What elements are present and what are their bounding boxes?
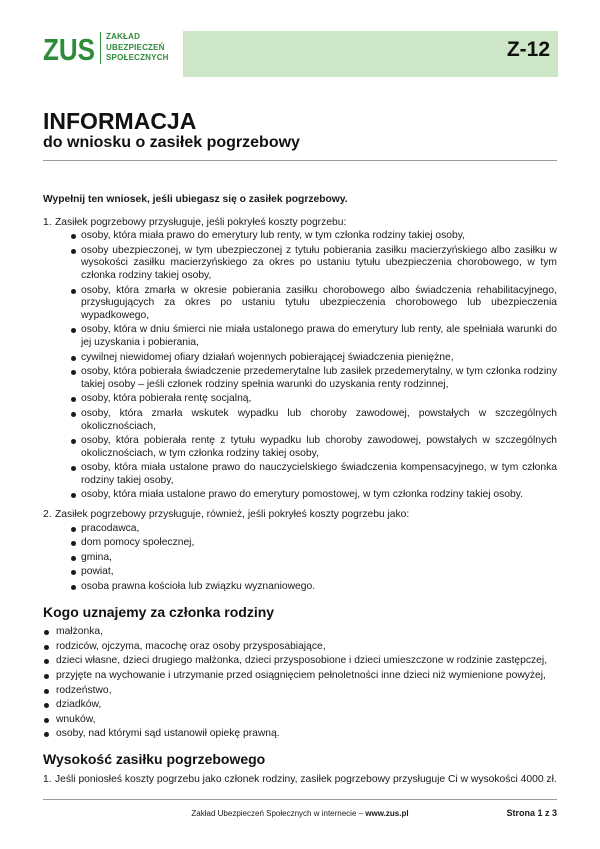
section-heading-amount: Wysokość zasiłku pogrzebowego — [43, 750, 266, 767]
list-item: osoba prawna kościoła lub związku wyznaniowego. — [55, 581, 557, 594]
logo-line: ZAKŁAD — [106, 32, 141, 41]
item-number: 1. — [43, 216, 52, 228]
list-item: dom pomocy społecznej, — [55, 537, 557, 550]
numbered-item — [43, 217, 557, 502]
list-item: wnuków, — [43, 714, 557, 727]
header — [0, 0, 600, 80]
list-item: osoby, która w dniu śmierci nie miała ustalonego prawa do emerytury lub renty, ale spełniała warunki do jej uzyskania i pobierania, — [55, 324, 557, 349]
divider-top — [43, 160, 557, 161]
document-body — [43, 194, 557, 793]
list-item: pracodawca, — [55, 523, 557, 536]
list-item: małżonka, — [43, 626, 557, 639]
numbered-item — [43, 774, 557, 787]
item-text: Zasiłek pogrzebowy przysługuje, jeśli pokryłeś koszty pogrzebu: — [55, 216, 347, 228]
numbered-item — [43, 509, 557, 594]
zus-logo-text: ZUS — [43, 32, 95, 67]
section-heading-family: Kogo uznajemy za członka rodziny — [43, 603, 275, 620]
bullet-list — [55, 230, 557, 502]
list-item: osoby, która miała ustalone prawo do nauczycielskiego świadczenia kompensacyjnego, w tym członka rodziny takiej osoby, — [55, 462, 557, 487]
logo-area — [0, 0, 183, 80]
page-number: Strona 1 z 3 — [506, 808, 557, 818]
page-subtitle: do wniosku o zasiłek pogrzebowy — [43, 134, 300, 151]
list-item: osoby ubezpieczonej, w tym ubezpieczonej z tytułu pobierania zasiłku macierzyńskiego albo zasiłku w wysokości zasiłku macierzyńskiego za okres po ustaniu tytułu ubezpieczenia chorobowego, w tym członka rodziny takiej osoby, — [55, 245, 557, 283]
amount-list — [43, 774, 557, 787]
header-band — [183, 31, 558, 77]
list-item: osoby, która miała ustalone prawo do emerytury pomostowej, w tym członka rodziny takiej osoby. — [55, 489, 557, 502]
list-item: rodziców, ojczyma, macochę oraz osoby przysposabiające, — [43, 641, 557, 654]
list-item: osoby, która pobierała rentę z tytułu wypadku lub choroby zawodowej, powstałych w szczególnych okolicznościach, w tym członka rodziny takiej osoby, — [55, 435, 557, 460]
list-item: osoby, która zmarła w okresie pobierania zasiłku chorobowego albo świadczenia rehabilitacyjnego, przysługujących za okres po ustaniu tytułu ubezpieczenia chorobowego lub ubezpieczenia wypadkowego, — [55, 285, 557, 323]
intro-text: Wypełnij ten wniosek, jeśli ubiegasz się o zasiłek pogrzebowy. — [43, 194, 348, 205]
list-item: osoby, która miała prawo do emerytury lub renty, w tym członka rodziny takiej osoby, — [55, 230, 557, 243]
list-item: dziadków, — [43, 699, 557, 712]
list-item: powiat, — [55, 566, 557, 579]
list-item: gmina, — [55, 552, 557, 565]
bullet-list — [55, 523, 557, 594]
logo-separator — [100, 32, 101, 64]
item-text: Jeśli poniosłeś koszty pogrzebu jako członek rodziny, zasiłek pogrzebowy przysługuje Ci w wysokości 4000 zł. — [55, 773, 557, 785]
logo-line: UBEZPIECZEŃ — [106, 42, 165, 52]
footer-label: Zakład Ubezpieczeń Społecznych w internecie – — [191, 809, 366, 818]
list-item: cywilnej niewidomej ofiary działań wojennych pobierającej świadczenia pieniężne, — [55, 352, 557, 365]
item-number: 2. — [43, 509, 52, 521]
list-item: osoby, która pobierała świadczenie przedemerytalne lub zasiłek przedemerytalny, w tym członka rodziny takiej osoby – jeśli członek rodziny spełnia warunki do uzyskania renty rodzinnej, — [55, 366, 557, 391]
list-item: osoby, która pobierała rentę socjalną, — [55, 393, 557, 406]
list-item: osoby, nad którymi sąd ustanowił opiekę prawną. — [43, 728, 557, 741]
eligibility-list — [43, 217, 557, 594]
family-members-list — [43, 626, 557, 741]
list-item: dzieci własne, dzieci drugiego małżonka, dzieci przysposobione i dzieci umieszczone w rodzinie zastępczej, — [43, 655, 557, 668]
logo-wordmark — [106, 32, 169, 64]
zus-logo-mark — [43, 32, 95, 67]
divider-bottom — [43, 799, 557, 800]
logo-line: SPOŁECZNYCH — [106, 53, 169, 62]
page-title: INFORMACJA — [43, 108, 197, 134]
item-number: 1. — [43, 773, 52, 785]
list-item: przyjęte na wychowanie i utrzymanie przed osiągnięciem pełnoletności inne dzieci niż wymienione powyżej, — [43, 670, 557, 683]
list-item: rodzeństwo, — [43, 685, 557, 698]
footer-link[interactable]: www.zus.pl — [365, 809, 409, 818]
form-code: Z-12 — [506, 38, 550, 61]
item-text: Zasiłek pogrzebowy przysługuje, również, jeśli pokryłeś koszty pogrzebu jako: — [55, 509, 410, 521]
list-item: osoby, która zmarła wskutek wypadku lub choroby zawodowej, powstałych w szczególnych okolicznościach, — [55, 408, 557, 433]
